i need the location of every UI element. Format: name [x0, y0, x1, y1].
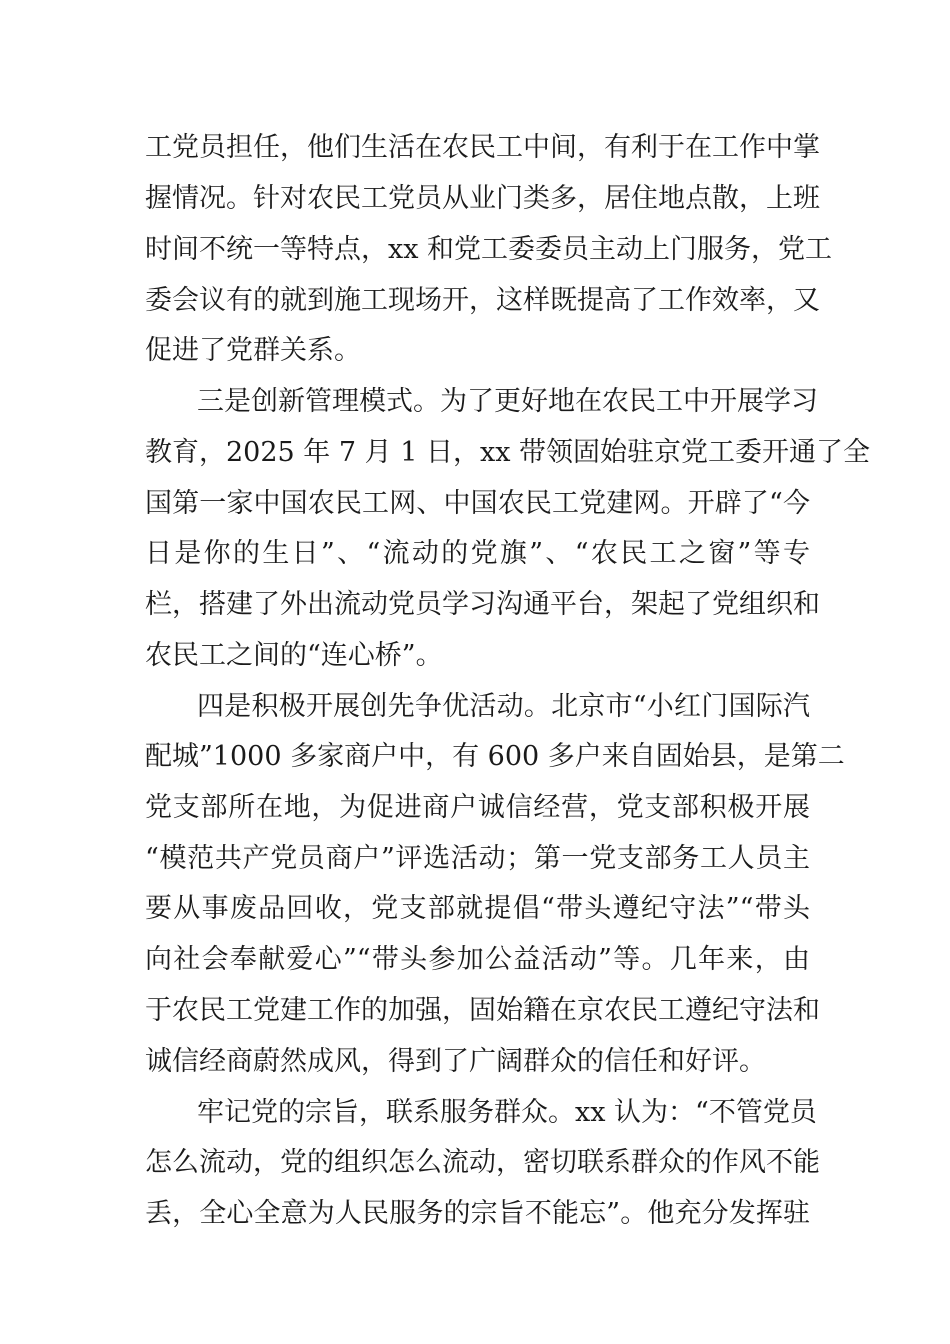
- text-line: 握情况。针对农民工党员从业门类多，居住地点散，上班: [145, 183, 820, 214]
- text-line: 怎么流动，党的组织怎么流动，密切联系群众的作风不能: [145, 1147, 820, 1178]
- text-line: 丢，全心全意为人民服务的宗旨不能忘”。他充分发挥驻: [145, 1198, 810, 1229]
- text-line: 于农民工党建工作的加强，固始籍在京农民工遵纪守法和: [145, 995, 820, 1026]
- text-line: 工党员担任，他们生活在农民工中间，有利于在工作中掌: [145, 132, 820, 163]
- text-line: 配城”1000 多家商户中，有 600 多户来自固始县，是第二: [145, 741, 845, 772]
- paragraph-first-line: 三是创新管理模式。为了更好地在农民工中开展学习: [197, 386, 818, 417]
- text-line: 党支部所在地，为促进商户诚信经营，党支部积极开展: [145, 792, 810, 823]
- text-line: 日是你的生日”、“流动的党旗”、“农民工之窗”等专: [145, 538, 810, 569]
- text-line: 要从事废品回收，党支部就提倡“带头遵纪守法”“带头: [145, 893, 810, 924]
- text-line: 向社会奉献爱心”“带头参加公益活动”等。几年来，由: [145, 944, 810, 975]
- paragraph-first-line: 牢记党的宗旨，联系服务群众。xx 认为：“不管党员: [197, 1097, 817, 1128]
- text-line: 时间不统一等特点，xx 和党工委委员主动上门服务，党工: [145, 234, 833, 265]
- text-line: 国第一家中国农民工网、中国农民工党建网。开辟了“今: [145, 488, 810, 519]
- text-line: 诚信经商蔚然成风，得到了广阔群众的信任和好评。: [145, 1046, 766, 1077]
- text-line: 栏，搭建了外出流动党员学习沟通平台，架起了党组织和: [145, 589, 820, 620]
- text-line: 农民工之间的“连心桥”。: [145, 640, 443, 671]
- text-line: 教育，2025 年 7 月 1 日，xx 带领固始驻京党工委开通了全: [145, 437, 871, 468]
- text-line: 委会议有的就到施工现场开，这样既提高了工作效率，又: [145, 285, 820, 316]
- paragraph-first-line: 四是积极开展创先争优活动。北京市“小红门国际汽: [197, 691, 810, 722]
- text-line: “模范共产党员商户”评选活动；第一党支部务工人员主: [145, 843, 810, 874]
- text-line: 促进了党群关系。: [145, 335, 361, 366]
